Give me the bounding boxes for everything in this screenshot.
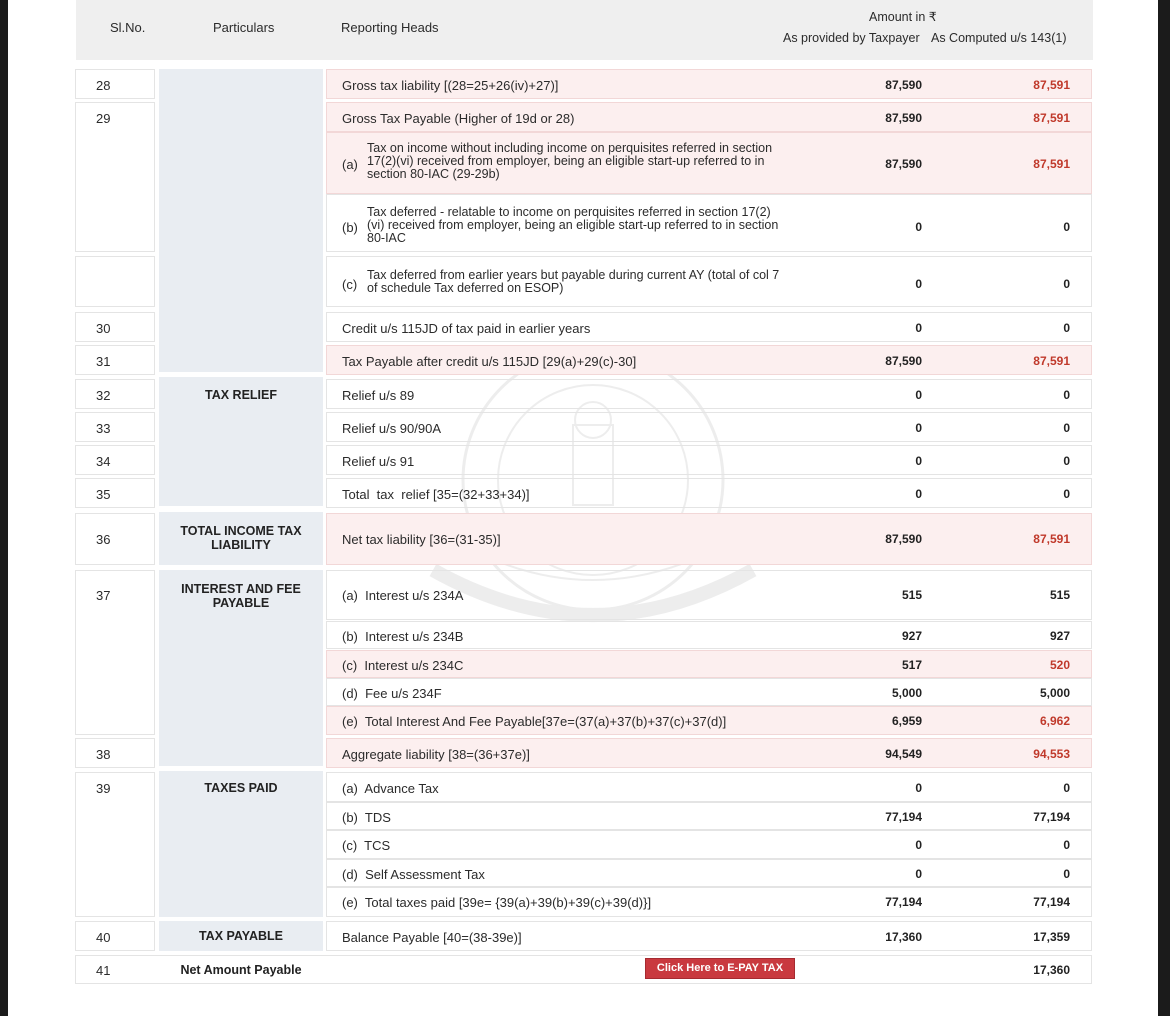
- net-amount-row: 41 17,360: [75, 955, 1092, 984]
- table-row: (e) Total taxes paid [39e= {39(a)+39(b)+39(c)+39(d)}] 77,194 77,194: [326, 887, 1092, 917]
- slno-cell: 29: [75, 102, 155, 252]
- table-row: Gross Tax Payable (Higher of 19d or 28) 87,590 87,591: [326, 102, 1092, 132]
- section-taxes-paid: TAXES PAID: [204, 781, 278, 795]
- table-header: [76, 0, 1093, 60]
- table-row: Aggregate liability [38=(36+37e)] 94,549 94,553: [326, 738, 1092, 768]
- table-row: Relief u/s 90/90A 0 0: [326, 412, 1092, 442]
- particulars-group-tax-relief: [159, 377, 323, 506]
- header-amount-in: Amount in ₹: [869, 10, 937, 24]
- particulars-group-taxes-paid: [159, 771, 323, 917]
- section-net-amount-payable: Net Amount Payable: [180, 963, 302, 977]
- slno-cell: 28: [75, 69, 155, 99]
- table-row: Relief u/s 89 0 0: [326, 379, 1092, 409]
- table-row: Tax Payable after credit u/s 115JD [29(a)+29(c)-30] 87,590 87,591: [326, 345, 1092, 375]
- table-row: (c) Interest u/s 234C 517 520: [326, 650, 1092, 678]
- header-reporting-heads: Reporting Heads: [341, 20, 439, 35]
- table-row: (d) Fee u/s 234F 5,000 5,000: [326, 678, 1092, 706]
- net-amount-computed: 17,360: [1033, 963, 1070, 977]
- section-tax-relief: TAX RELIEF: [205, 388, 277, 402]
- table-row: Gross tax liability [(28=25+26(iv)+27)] 87,590 87,591: [326, 69, 1092, 99]
- particulars-group-tax-payable: [159, 921, 323, 951]
- table-row: (e) Total Interest And Fee Payable[37e=(37(a)+37(b)+37(c)+37(d)] 6,959 6,962: [326, 706, 1092, 735]
- section-total-income-tax-liability: TOTAL INCOME TAX LIABILITY: [180, 524, 302, 552]
- slno-cell: 40: [75, 921, 155, 951]
- particulars-group-tax: [159, 69, 323, 372]
- section-tax-payable: TAX PAYABLE: [198, 929, 284, 943]
- table-row: (a) Interest u/s 234A 515 515: [326, 570, 1092, 620]
- slno-cell: 35: [75, 478, 155, 508]
- table-row: (c) Tax deferred from earlier years but payable during current AY (total of col 7 of schedule Tax deferred on ESOP) 0 0: [326, 256, 1092, 307]
- slno-cell: 30: [75, 312, 155, 342]
- table-row: (a) Advance Tax 0 0: [326, 772, 1092, 802]
- slno-cell: 36: [75, 513, 155, 565]
- header-particulars: Particulars: [213, 20, 275, 35]
- header-col-computed: As Computed u/s 143(1): [931, 31, 1067, 45]
- slno-cell: 39: [75, 772, 155, 917]
- slno-cell-empty: [75, 256, 155, 307]
- table-row: (b) TDS 77,194 77,194: [326, 802, 1092, 830]
- table-row: (c) TCS 0 0: [326, 830, 1092, 859]
- table-row: (d) Self Assessment Tax 0 0: [326, 859, 1092, 887]
- header-col-taxpayer: As provided by Taxpayer: [783, 31, 920, 45]
- slno-cell: 38: [75, 738, 155, 768]
- particulars-group-total-liability: [159, 512, 323, 565]
- section-interest-and-fee-payable: INTEREST AND FEE PAYABLE: [181, 582, 301, 610]
- table-row: Net tax liability [36=(31-35)] 87,590 87,591: [326, 513, 1092, 565]
- slno-cell: 33: [75, 412, 155, 442]
- header-slno: Sl.No.: [110, 20, 146, 35]
- epay-tax-button[interactable]: Click Here to E-PAY TAX: [645, 958, 795, 979]
- table-row: (b) Tax deferred - relatable to income on perquisites referred in section 17(2)(vi) received from employer, being an eligible start-up referred to in section 80-IAC 0 0: [326, 194, 1092, 252]
- table-row: Relief u/s 91 0 0: [326, 445, 1092, 475]
- table-row: Total tax relief [35=(32+33+34)] 0 0: [326, 478, 1092, 508]
- slno-cell: 31: [75, 345, 155, 375]
- table-row: (b) Interest u/s 234B 927 927: [326, 621, 1092, 649]
- table-row: Balance Payable [40=(38-39e)] 17,360 17,359: [326, 921, 1092, 951]
- slno-cell: 32: [75, 379, 155, 409]
- table-row: (a) Tax on income without including income on perquisites referred in section 17(2)(vi) received from employer, being an eligible start-up referred to in section 80-IAC (29-29b) 87,590 87,591: [326, 132, 1092, 194]
- slno-cell: 37: [75, 570, 155, 735]
- table-row: Credit u/s 115JD of tax paid in earlier years 0 0: [326, 312, 1092, 342]
- particulars-group-interest-fee: [159, 570, 323, 766]
- slno-cell: 34: [75, 445, 155, 475]
- tax-computation-page: [8, 0, 1158, 1016]
